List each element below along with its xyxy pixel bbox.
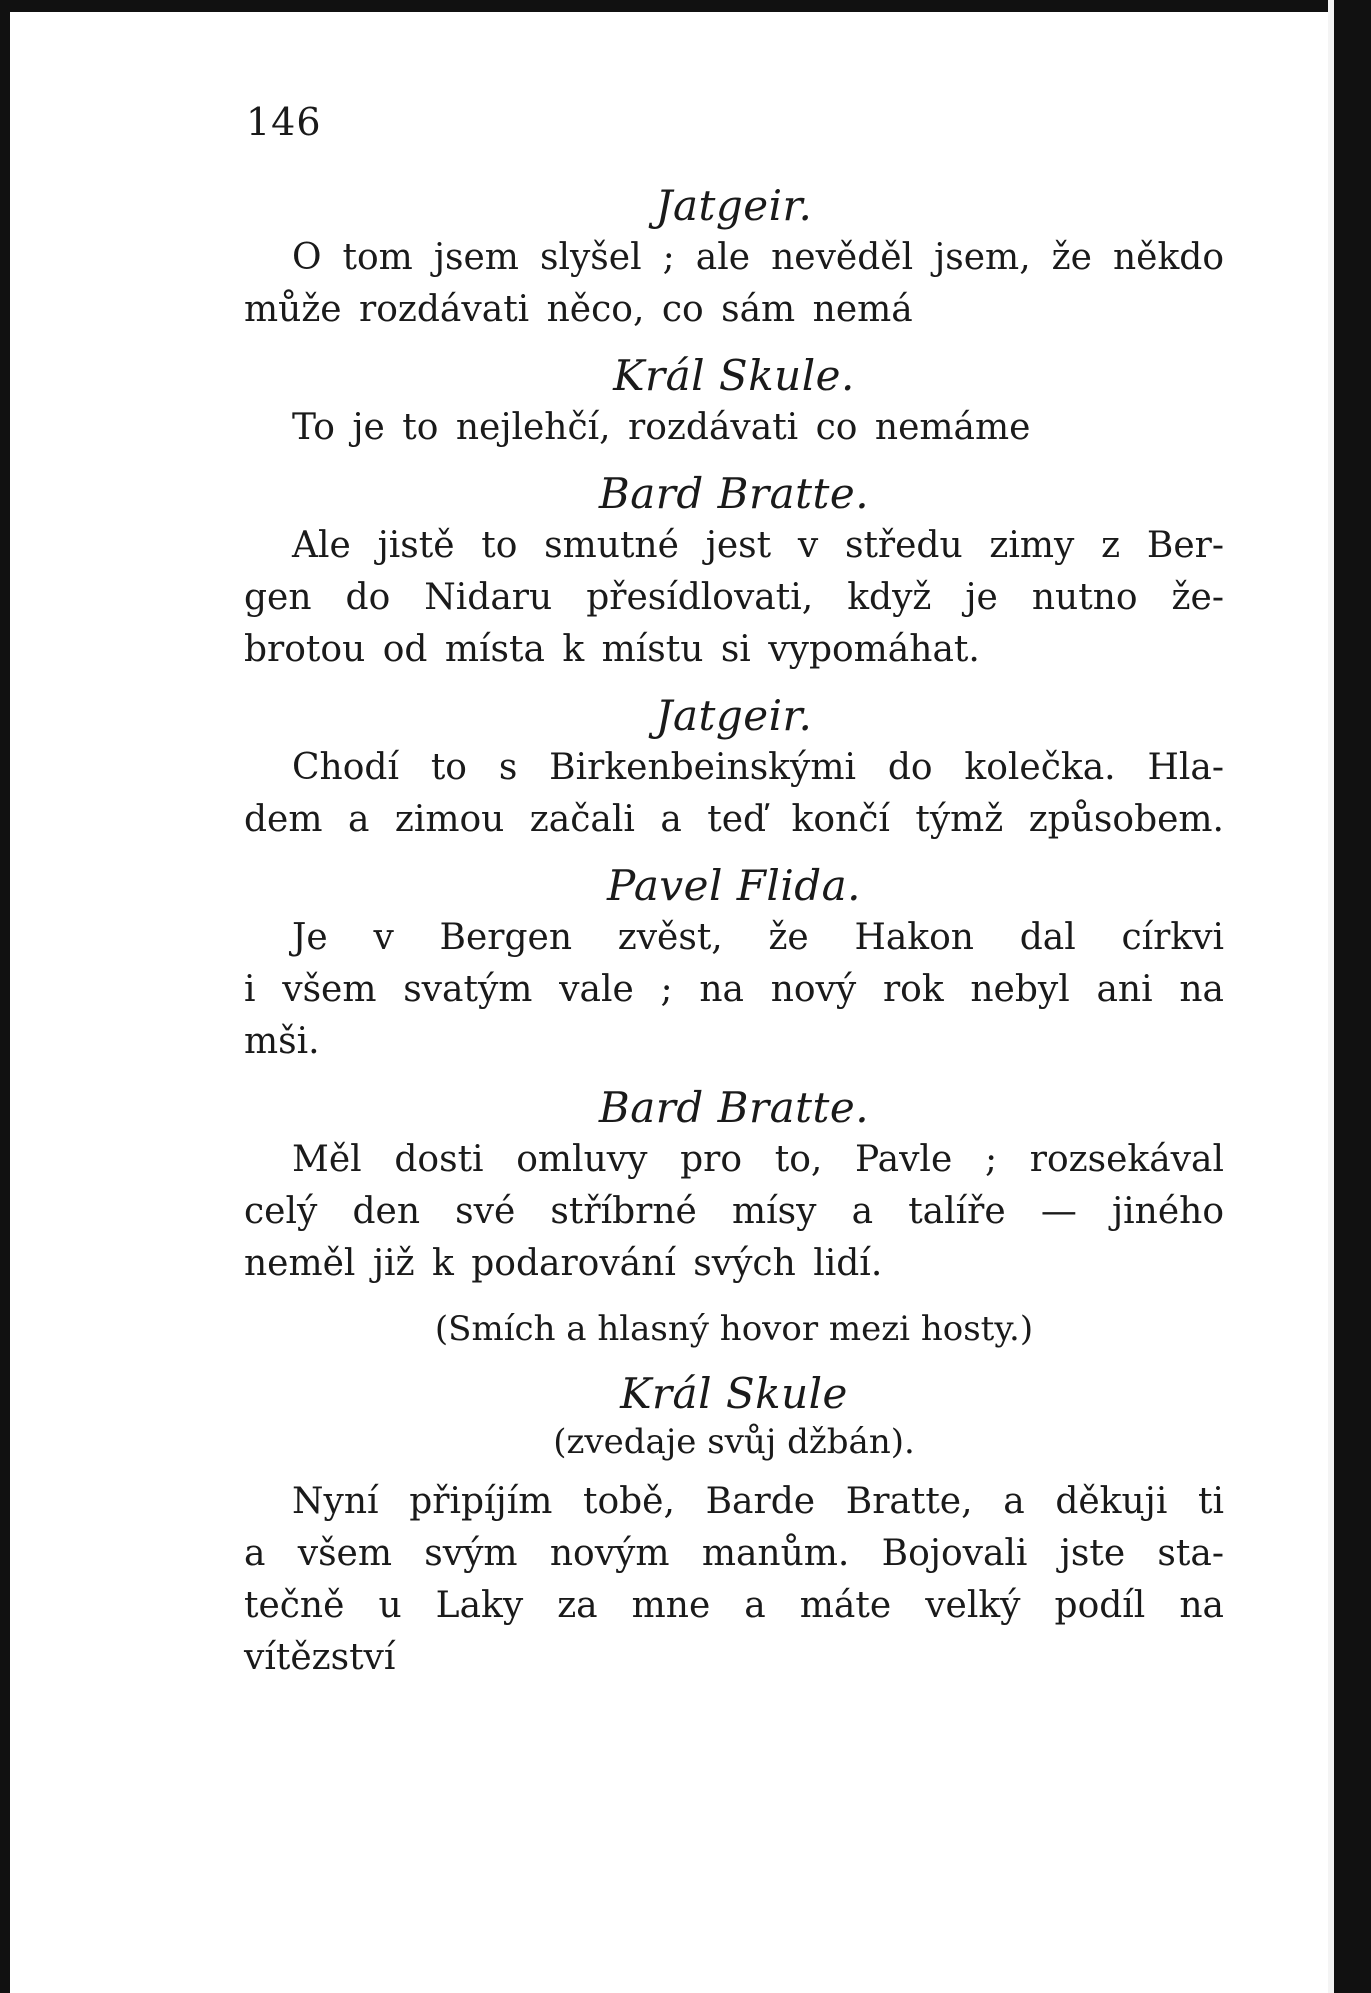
speech (244, 912, 1224, 1068)
speech-line: Chodí to s Birkenbeinskými do kolečka. Hla- (292, 747, 1224, 788)
speech-line: Měl dosti omluvy pro to, Pavle ; rozsekával (292, 1139, 1224, 1180)
speaker-name: Jatgeir. (655, 181, 813, 230)
dialogue-block (244, 1368, 1224, 1684)
speaker-name: Bard Bratte. (598, 469, 870, 518)
page-number: 146 (246, 100, 322, 144)
speaker-name: Král Skule (620, 1369, 848, 1418)
scan-border-top (0, 0, 1371, 12)
speech (244, 402, 1224, 454)
speech-line: celý den své stříbrné mísy a talíře — jiného (244, 1191, 1224, 1232)
speech (244, 1134, 1224, 1290)
dialogue-block (244, 350, 1224, 454)
speech-line: i všem svatým vale ; na nový rok nebyl ani na (244, 969, 1224, 1010)
speech-line: dem a zimou začali a teď končí týmž způsobem. (244, 799, 1224, 840)
dialogue-block (244, 180, 1224, 336)
scan-border-left (0, 0, 10, 1993)
speech-line: To je to nejlehčí, rozdávati co nemáme (292, 407, 1031, 448)
stage-direction: (zvedaje svůj džbán). (553, 1422, 915, 1462)
speech (244, 520, 1224, 676)
play-text (244, 180, 1224, 1698)
speaker-name: Král Skule. (613, 351, 855, 400)
speaker-name: Pavel Flida. (606, 861, 862, 910)
speech-line: tečně u Laky za mne a máte velký podíl na (244, 1585, 1224, 1626)
speech-line: Je v Bergen zvěst, že Hakon dal církvi (292, 917, 1224, 958)
speech (244, 232, 1224, 336)
speech-line: neměl již k podarování svých lidí. (244, 1243, 883, 1284)
speech-line: brotou od místa k místu si vypomáhat. (244, 629, 980, 670)
dialogue-block (244, 468, 1224, 676)
dialogue-block (244, 860, 1224, 1068)
dialogue-block (244, 690, 1224, 846)
speech (244, 742, 1224, 846)
speech-line: může rozdávati něco, co sám nemá (244, 289, 913, 330)
stage-direction: (Smích a hlasný hovor mezi hosty.) (434, 1309, 1034, 1349)
speech-line: Nyní připíjím tobě, Barde Bratte, a děkuji ti (292, 1481, 1224, 1522)
speech-line: gen do Nidaru přesídlovati, když je nutno že- (244, 577, 1224, 618)
speaker-name: Jatgeir. (655, 691, 813, 740)
speech-line: a všem svým novým manům. Bojovali jste sta- (244, 1533, 1224, 1574)
speech-line: vítězství (244, 1637, 396, 1678)
speech (244, 1476, 1224, 1684)
speech-line: O tom jsem slyšel ; ale nevěděl jsem, že někdo (292, 237, 1224, 278)
dialogue-block (244, 1082, 1224, 1354)
speech-line: mši. (244, 1021, 320, 1062)
speaker-name: Bard Bratte. (598, 1083, 870, 1132)
scan-border-right (1334, 0, 1371, 1993)
speech-line: Ale jistě to smutné jest v středu zimy z Ber- (292, 525, 1224, 566)
